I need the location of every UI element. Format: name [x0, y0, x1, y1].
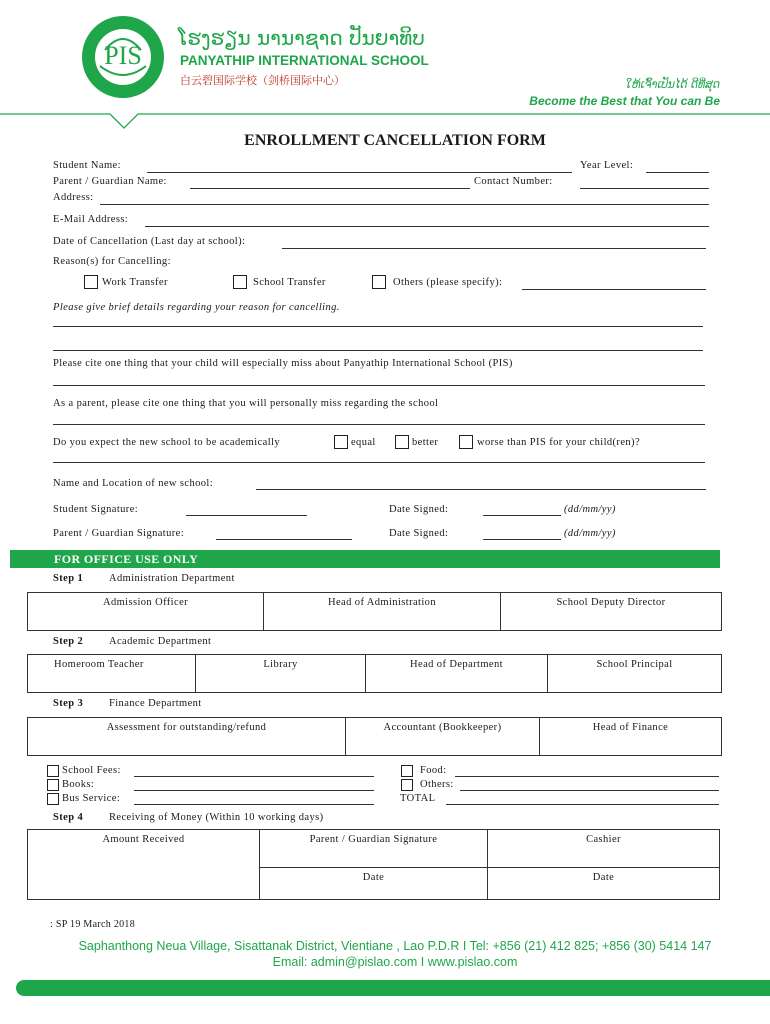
- details-prompt: Please give brief details regarding your reason for cancelling.: [53, 302, 340, 313]
- child-miss-question: Please cite one thing that your child will especially miss about Panyathip International School (PIS): [53, 358, 513, 369]
- step2-dept: Academic Department: [109, 636, 212, 647]
- footer-bar: [16, 980, 770, 996]
- food-field[interactable]: [455, 776, 719, 777]
- assessment-cell[interactable]: Assessment for outstanding/refund: [28, 718, 346, 756]
- document-reference: : SP 19 March 2018: [50, 919, 136, 930]
- parent-signature-field[interactable]: [216, 539, 352, 540]
- lao-slogan: ໃຫ້ເຈົ້າເປັນໄດ້ ດີທີ່ສຸດ: [625, 78, 720, 91]
- email-field[interactable]: [145, 226, 709, 227]
- others-fee-field[interactable]: [460, 790, 719, 791]
- student-name-label: Student Name:: [53, 160, 121, 171]
- email-label: E-Mail Address:: [53, 214, 129, 225]
- others-fee-label: Others:: [420, 779, 454, 790]
- deputy-director-cell[interactable]: School Deputy Director: [501, 593, 722, 631]
- form-title: ENROLLMENT CANCELLATION FORM: [244, 132, 546, 149]
- school-fees-label: School Fees:: [62, 765, 121, 776]
- school-name: PANYATHIP INTERNATIONAL SCHOOL: [180, 53, 429, 68]
- header-divider: [0, 108, 770, 132]
- homeroom-teacher-cell[interactable]: Homeroom Teacher: [28, 655, 196, 693]
- footer-address: Saphanthong Neua Village, Sisattanak District, Vientiane , Lao P.D.R I Tel: +856 (21) 412 825; +856 (30) 5414 147: [78, 939, 712, 953]
- slogan: Become the Best that You can Be: [529, 94, 720, 108]
- year-level-label: Year Level:: [580, 160, 634, 171]
- total-field[interactable]: [446, 804, 719, 805]
- worse-checkbox[interactable]: [459, 435, 473, 449]
- amount-received-cell[interactable]: Amount Received: [28, 830, 260, 900]
- equal-checkbox[interactable]: [334, 435, 348, 449]
- lao-school-name: ໂຮງຮຽນ ນານາຊາດ ປັນຍາທິບ: [178, 26, 425, 50]
- bus-service-field[interactable]: [134, 804, 374, 805]
- equal-label: equal: [351, 437, 376, 448]
- date-format-hint: (dd/mm/yy): [564, 528, 616, 539]
- date-cancellation-label: Date of Cancellation (Last day at school):: [53, 236, 246, 247]
- others-field[interactable]: [522, 289, 706, 290]
- accountant-cell[interactable]: Accountant (Bookkeeper): [346, 718, 540, 756]
- parent-name-label: Parent / Guardian Name:: [53, 176, 167, 187]
- food-checkbox[interactable]: [401, 765, 413, 777]
- school-fees-checkbox[interactable]: [47, 765, 59, 777]
- new-school-label: Name and Location of new school:: [53, 478, 214, 489]
- books-field[interactable]: [134, 790, 374, 791]
- student-name-field[interactable]: [147, 172, 572, 173]
- bus-service-checkbox[interactable]: [47, 793, 59, 805]
- details-line-2[interactable]: [53, 350, 703, 351]
- books-label: Books:: [62, 779, 95, 790]
- cashier-date-cell[interactable]: Date: [488, 868, 720, 900]
- school-transfer-label: School Transfer: [253, 277, 326, 288]
- step3-label: Step 3: [53, 698, 84, 709]
- head-admin-cell[interactable]: Head of Administration: [264, 593, 501, 631]
- step4-dept: Receiving of Money (Within 10 working days): [109, 812, 324, 823]
- logo-text: PIS: [104, 41, 142, 70]
- parent-signature-label: Parent / Guardian Signature:: [53, 528, 185, 539]
- step3-table: [27, 717, 722, 756]
- expect-field[interactable]: [53, 462, 705, 463]
- step4-label: Step 4: [53, 812, 84, 823]
- school-fees-field[interactable]: [134, 776, 374, 777]
- food-label: Food:: [420, 765, 447, 776]
- library-cell[interactable]: Library: [196, 655, 366, 693]
- step1-label: Step 1: [53, 573, 84, 584]
- cashier-cell[interactable]: Cashier: [488, 830, 720, 868]
- contact-number-label: Contact Number:: [474, 176, 553, 187]
- parent-miss-field[interactable]: [53, 424, 705, 425]
- better-checkbox[interactable]: [395, 435, 409, 449]
- school-logo: [80, 14, 166, 100]
- child-miss-field[interactable]: [53, 385, 705, 386]
- contact-number-field[interactable]: [580, 188, 709, 189]
- address-label: Address:: [53, 192, 94, 203]
- parent-name-field[interactable]: [190, 188, 470, 189]
- books-checkbox[interactable]: [47, 779, 59, 791]
- footer-contact: Email: admin@pislao.com I www.pislao.com: [272, 955, 518, 969]
- work-transfer-label: Work Transfer: [102, 277, 168, 288]
- head-finance-cell[interactable]: Head of Finance: [540, 718, 722, 756]
- address-field[interactable]: [100, 204, 709, 205]
- parent-date-cell[interactable]: Date: [260, 868, 488, 900]
- better-label: better: [412, 437, 439, 448]
- student-signature-field[interactable]: [186, 515, 307, 516]
- others-label: Others (please specify):: [393, 277, 503, 288]
- admission-officer-cell[interactable]: Admission Officer: [28, 593, 264, 631]
- chinese-school-name: 白云碧国际学校（剑桥国际中心）: [180, 74, 345, 87]
- school-principal-cell[interactable]: School Principal: [548, 655, 722, 693]
- date-signed-label: Date Signed:: [389, 528, 449, 539]
- date-signed-label: Date Signed:: [389, 504, 449, 515]
- date-cancellation-field[interactable]: [282, 248, 706, 249]
- student-signature-label: Student Signature:: [53, 504, 139, 515]
- step2-label: Step 2: [53, 636, 84, 647]
- work-transfer-checkbox[interactable]: [84, 275, 98, 289]
- step3-dept: Finance Department: [109, 698, 202, 709]
- expect-question: Do you expect the new school to be academically: [53, 437, 280, 448]
- office-use-title: FOR OFFICE USE ONLY: [54, 552, 199, 566]
- step4-table: [27, 829, 720, 900]
- year-level-field[interactable]: [646, 172, 709, 173]
- head-department-cell[interactable]: Head of Department: [366, 655, 548, 693]
- step1-dept: Administration Department: [109, 573, 235, 584]
- others-fee-checkbox[interactable]: [401, 779, 413, 791]
- bus-service-label: Bus Service:: [62, 793, 121, 804]
- step2-table: [27, 654, 722, 693]
- parent-guardian-signature-cell[interactable]: Parent / Guardian Signature: [260, 830, 488, 868]
- new-school-field[interactable]: [256, 489, 706, 490]
- date-format-hint: (dd/mm/yy): [564, 504, 616, 515]
- parent-date-field[interactable]: [483, 539, 561, 540]
- school-transfer-checkbox[interactable]: [233, 275, 247, 289]
- student-date-field[interactable]: [483, 515, 561, 516]
- step1-table: [27, 592, 722, 631]
- details-line-1[interactable]: [53, 326, 703, 327]
- worse-label: worse than PIS for your child(ren)?: [477, 437, 640, 448]
- others-checkbox[interactable]: [372, 275, 386, 289]
- reasons-label: Reason(s) for Cancelling:: [53, 256, 171, 267]
- parent-miss-question: As a parent, please cite one thing that you will personally miss regarding the school: [53, 398, 439, 409]
- total-label: TOTAL: [400, 793, 436, 804]
